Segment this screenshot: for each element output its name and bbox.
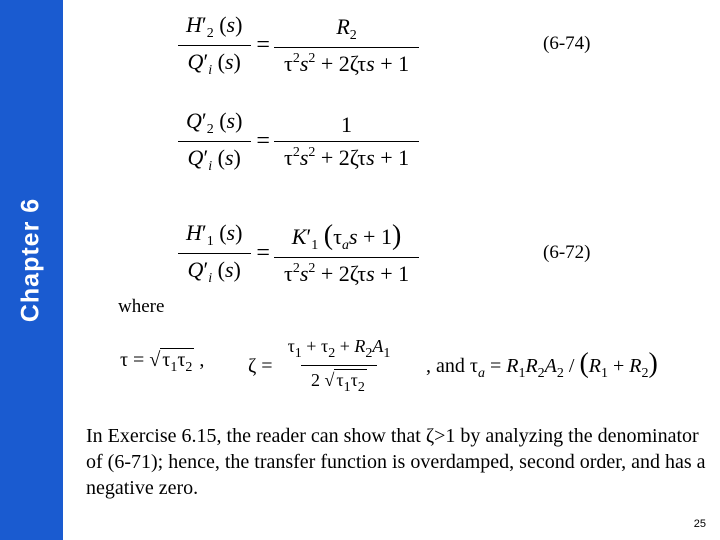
explanation-paragraph: In Exercise 6.15, the reader can show that ζ>1 by analyzing the denominator of (6-71); hence, the transfer function is overdamped, second order, and has a negative zero. — [86, 425, 706, 499]
chapter-title: Chapter 6 — [16, 197, 45, 323]
equation-q2-transfer: $\frac{Q'_2 (s)}{Q'_i (s)}$ = $\frac{1}{\tau^2s^2 + 2\zeta\tau s + 1}$ — [176, 108, 419, 175]
equation-h2-transfer: $\frac{H'_2 (s)}{Q'_i (s)}$ = $\frac{R_2}{\tau^2s^2 + 2\zeta\tau s + 1}$ — [176, 12, 419, 79]
chapter-sidebar — [0, 0, 63, 540]
equation-h1-transfer: $\frac{H'_1 (s)}{Q'_i (s)}$ = $\frac{K'_1 (\tau_as + 1)}{\tau^2s^2 + 2\zeta\tau s + 1}$ — [176, 220, 419, 287]
equation-number-6-72: (6-72) — [543, 242, 591, 263]
equation-number-6-74: (6-74) — [543, 33, 591, 54]
page-number: 25 — [693, 518, 706, 530]
where-label: where — [118, 296, 165, 317]
and-label: , and — [426, 355, 465, 377]
